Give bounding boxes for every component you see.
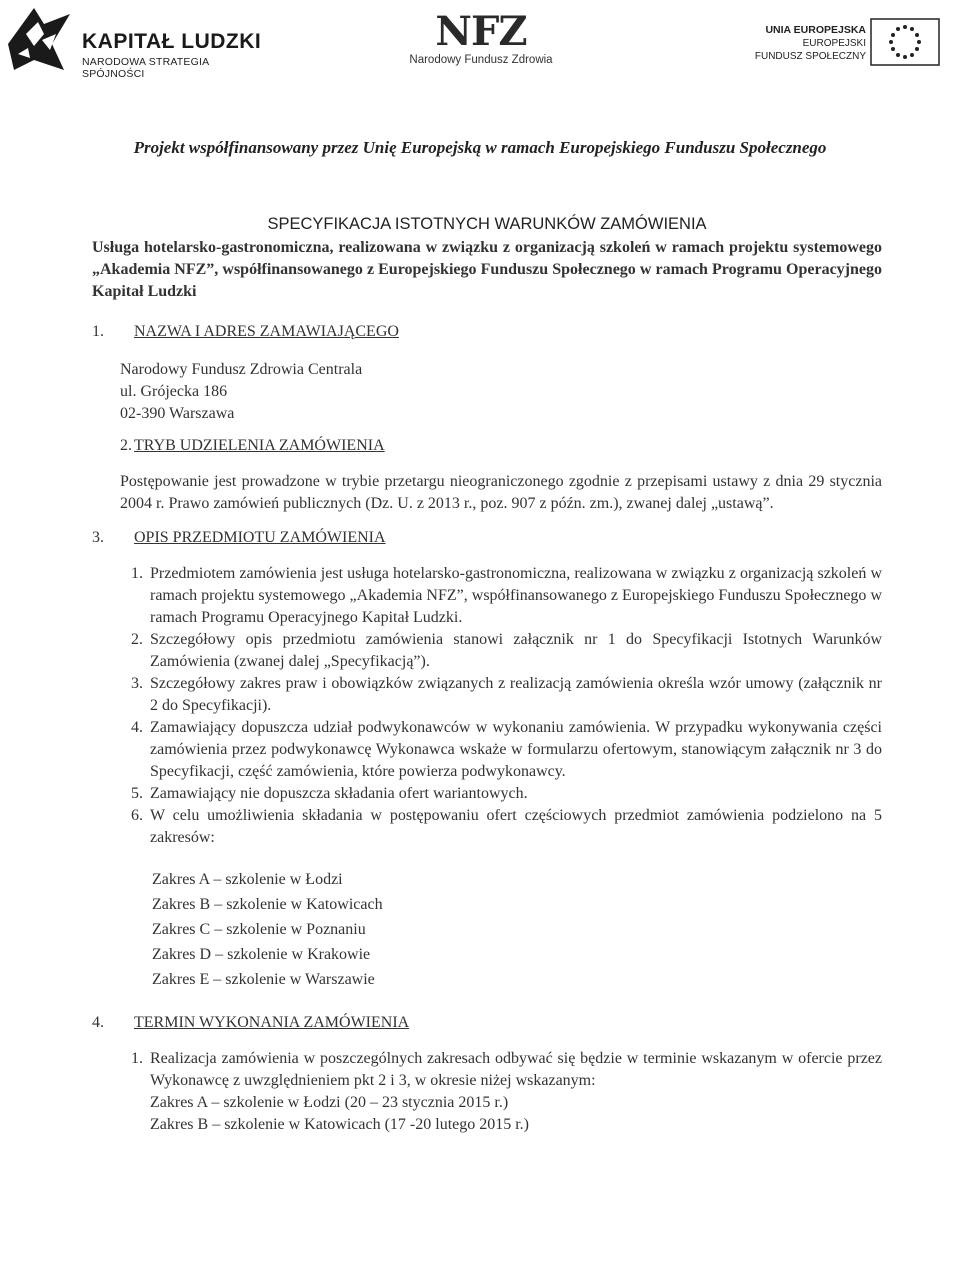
item-number: 6.: [131, 807, 143, 824]
list-item: [92, 805, 882, 849]
section-title: NAZWA I ADRES ZAMAWIAJĄCEGO: [134, 323, 399, 340]
item-number: 1.: [131, 565, 143, 582]
scope-list: [152, 867, 882, 992]
eu-line-2: EUROPEJSKI: [802, 38, 866, 49]
nfz-name: Narodowy Fundusz Zdrowia: [409, 54, 553, 66]
address-line: ul. Grójecka 186: [120, 383, 228, 400]
kapital-ludzki-logo: [4, 4, 264, 80]
term-items-list: [92, 1048, 882, 1136]
scope-item: Zakres A – szkolenie w Łodzi: [152, 871, 343, 888]
kapital-ludzki-emblem-icon: [4, 4, 74, 74]
section-number: 3.: [92, 529, 104, 546]
kapital-ludzki-subtitle: NARODOWA STRATEGIA SPÓJNOŚCI: [82, 56, 209, 80]
item-number: 1.: [131, 1050, 143, 1067]
section-3-heading: [92, 527, 882, 549]
section-4-heading: [92, 1012, 882, 1034]
section-1-heading: [92, 321, 882, 343]
item-text: Zamawiający dopuszcza udział podwykonawców w wykonaniu zamówienia. W przypadku wykonywania części zamówienia przez podwykonawcę Wykonawca wskaże w formularzu ofertowym, stanowiącym załącznik nr 3 do Specyfikacji, część zamówienia, które powierza podwykonawcy.: [150, 719, 882, 780]
scope-item: Zakres D – szkolenie w Krakowie: [152, 946, 371, 963]
section-title: OPIS PRZEDMIOTU ZAMÓWIENIA: [134, 529, 386, 546]
document-body: [92, 213, 882, 1136]
section-title: TRYB UDZIELENIA ZAMÓWIENIA: [134, 437, 385, 454]
nfz-logo: [406, 10, 556, 74]
subject-items-list: [92, 563, 882, 849]
nfz-mark: NFZ: [435, 8, 527, 55]
item-text: Szczegółowy opis przedmiotu zamówienia stanowi załącznik nr 1 do Specyfikacji Istotnych Warunków Zamówienia (zwanej dalej „Specyfikacją”).: [150, 631, 882, 670]
item-text: Szczegółowy zakres praw i obowiązków związanych z realizacją zamówienia określa wzór umowy (załącznik nr 2 do Specyfikacji).: [150, 675, 882, 714]
eu-logo: [730, 18, 950, 74]
list-item: [92, 629, 882, 673]
page-header: [0, 0, 960, 80]
document-subtitle: Usługa hotelarsko-gastronomiczna, realizowana w związku z organizacją szkoleń w ramach projektu systemowego „Akademia NFZ”, współfinansowanego z Europejskiego Funduszu Społecznego w ramach Programu Operacyjnego Kapitał Ludzki: [92, 239, 882, 300]
document-title: SPECYFIKACJA ISTOTNYCH WARUNKÓW ZAMÓWIENIA: [267, 215, 707, 233]
list-item: [92, 783, 882, 805]
eu-line-3: FUNDUSZ SPOŁECZNY: [754, 51, 866, 62]
item-number: 3.: [131, 675, 143, 692]
item-number: 2.: [131, 631, 143, 648]
list-item: [92, 563, 882, 629]
list-item: [92, 1048, 882, 1136]
section-title: TERMIN WYKONANIA ZAMÓWIENIA: [134, 1014, 410, 1031]
item-text: Zamawiający nie dopuszcza składania ofert wariantowych.: [150, 785, 528, 802]
section-number: 4.: [92, 1014, 104, 1031]
item-text: Realizacja zamówienia w poszczególnych zakresach odbywać się będzie w terminie wskazanym w ofercie przez Wykonawcę z uwzględnieniem pkt 2 i 3, w okresie niżej wskazanym:: [150, 1050, 882, 1089]
item-text: W celu umożliwienia składania w postępowaniu ofert częściowych przedmiot zamówienia podzielono na 5 zakresów:: [150, 807, 882, 846]
item-number: 5.: [131, 785, 143, 802]
address-line: Narodowy Fundusz Zdrowia Centrala: [120, 361, 363, 378]
eu-line-1: UNIA EUROPEJSKA: [765, 24, 866, 36]
procedure-paragraph: Postępowanie jest prowadzone w trybie przetargu nieograniczonego zgodnie z przepisami ustawy z dnia 29 stycznia 2004 r. Prawo zamówień publicznych (Dz. U. z 2013 r., poz. 907 z późn. zm.), zwanej dalej „ustawą”.: [120, 473, 882, 512]
list-item: [92, 717, 882, 783]
item-number: 4.: [131, 719, 143, 736]
scope-item: Zakres C – szkolenie w Poznaniu: [152, 921, 366, 938]
contracting-authority-address: [120, 359, 882, 425]
item-text: Przedmiotem zamówienia jest usługa hotelarsko-gastronomiczna, realizowana w związku z organizacją szkoleń w ramach projektu systemowego „Akademia NFZ”, współfinansowanego z Europejskiego Funduszu Społecznego w ramach Programu Operacyjnego Kapitał Ludzki.: [150, 565, 882, 626]
eu-flag-icon: [870, 18, 940, 66]
section-number: 2.: [120, 437, 132, 454]
project-cofinancing-note: Projekt współfinansowany przez Unię Europejską w ramach Europejskiego Funduszu Społecznego: [133, 138, 827, 157]
section-2-heading: [120, 435, 882, 457]
section-number: 1.: [92, 323, 104, 340]
scope-item: Zakres B – szkolenie w Katowicach: [152, 896, 383, 913]
term-line: Zakres B – szkolenie w Katowicach (17 -20 lutego 2015 r.): [150, 1116, 530, 1133]
term-line: Zakres A – szkolenie w Łodzi (20 – 23 stycznia 2015 r.): [150, 1094, 509, 1111]
scope-item: Zakres E – szkolenie w Warszawie: [152, 971, 375, 988]
kapital-ludzki-title: KAPITAŁ LUDZKI: [82, 30, 262, 53]
list-item: [92, 673, 882, 717]
address-line: 02-390 Warszawa: [120, 405, 235, 422]
